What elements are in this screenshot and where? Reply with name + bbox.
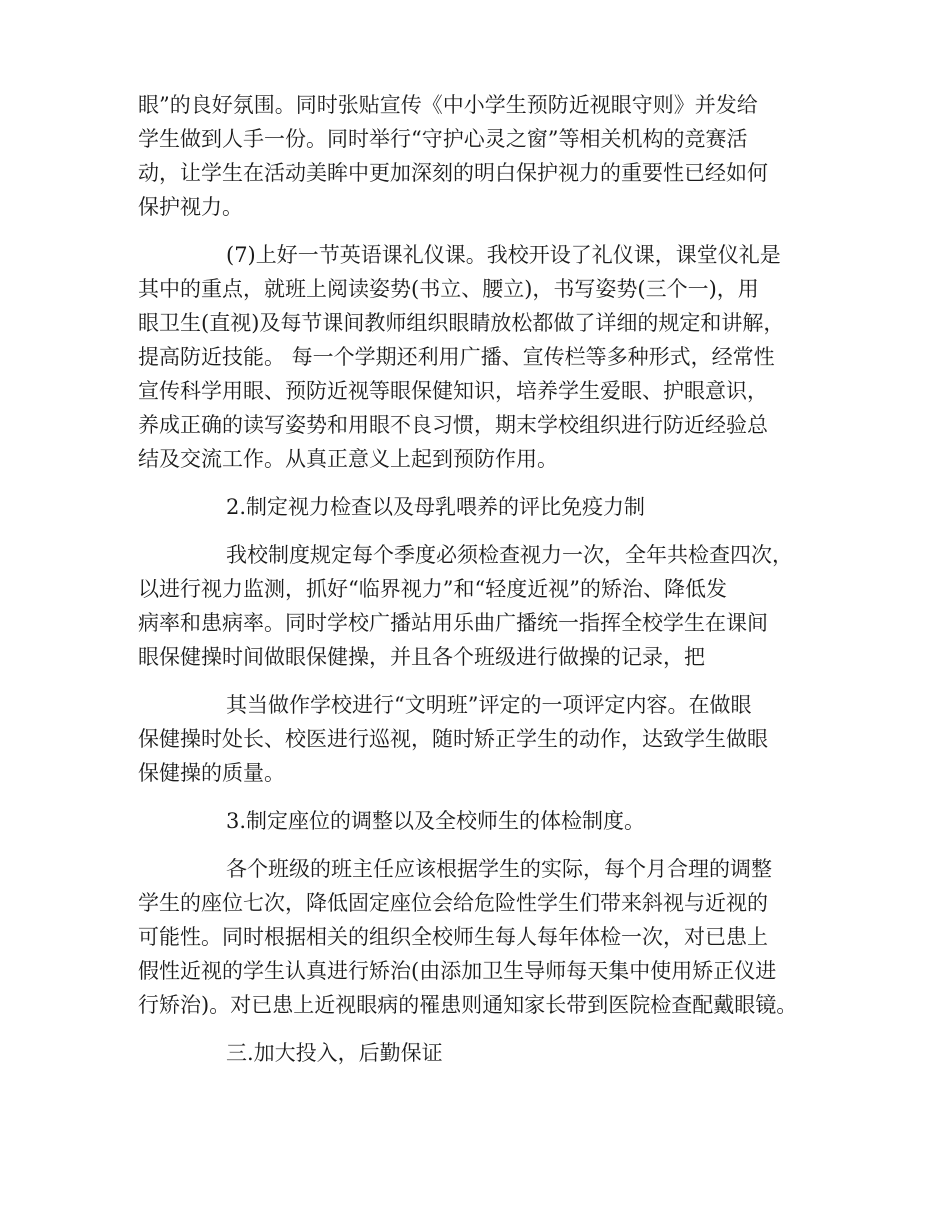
paragraph-eye-protection-campaign	[138, 88, 828, 224]
paragraph-civilized-class-evaluation	[138, 688, 828, 790]
text-line: 其当做作学校进行“文明班”评定的一项评定内容。在做眼	[226, 693, 752, 717]
text-line: 各个班级的班主任应该根据学生的实际，每个月合理的调整	[226, 857, 772, 881]
text-line: 其中的重点，就班上阅读姿势(书立、腰立)，书写姿势(三个一)，用	[138, 277, 759, 301]
text-line: 保护视力。	[138, 195, 243, 219]
text-line: 眼卫生(直视)及每节课间教师组织眼睛放松都做了详细的规定和讲解，	[138, 311, 785, 335]
text-line: 保健操的质量。	[138, 761, 285, 785]
text-line: 学生的座位七次，降低固定座位会给危险性学生们带来斜视与近视的	[138, 891, 768, 915]
section-heading-vision-check	[138, 490, 828, 524]
paragraph-vision-check-policy	[138, 538, 828, 674]
text-line: 我校制度规定每个季度必须检查视力一次，全年共检查四次，	[226, 543, 793, 567]
text-line: 眼保健操时间做眼保健操，并且各个班级进行做操的记录，把	[138, 645, 705, 669]
text-line: 养成正确的读写姿势和用眼不良习惯，期末学校组织进行防近经验总	[138, 413, 768, 437]
section-heading-investment	[138, 1036, 828, 1070]
text-line: 假性近视的学生认真进行矫治(由添加卫生导师每天集中使用矫正仪进	[138, 959, 777, 983]
text-line: 眼”的良好氛围。同时张贴宣传《中小学生预防近视眼守则》并发给	[138, 93, 758, 117]
document-body	[138, 88, 828, 1070]
heading-line: 三.加大投入，后勤保证	[226, 1041, 443, 1065]
text-line: 动，让学生在活动美眸中更加深刻的明白保护视力的重要性已经如何	[138, 161, 768, 185]
text-line: 可能性。同时根据相关的组织全校师生每人每年体检一次，对已患上	[138, 925, 768, 949]
text-line: 宣传科学用眼、预防近视等眼保健知识，培养学生爱眼、护眼意识，	[138, 379, 768, 403]
text-line: 以进行视力监测，抓好“临界视力”和“轻度近视”的矫治、降低发	[138, 577, 727, 601]
heading-line: 2.制定视力检查以及母乳喂养的评比免疫力制	[226, 495, 646, 519]
paragraph-etiquette-class	[138, 238, 828, 476]
text-line: 学生做到人手一份。同时举行“守护心灵之窗”等相关机构的竞赛活	[138, 127, 748, 151]
text-line: 病率和患病率。同时学校广播站用乐曲广播统一指挥全校学生在课间	[138, 611, 768, 635]
text-line: 保健操时处长、校医进行巡视，随时矫正学生的动作，达致学生做眼	[138, 727, 768, 751]
text-line: 提高防近技能。 每一个学期还利用广播、宣传栏等多种形式，经常性	[138, 345, 775, 369]
text-line: (7)上好一节英语课礼仪课。我校开设了礼仪课，课堂仪礼是	[226, 243, 781, 267]
text-line: 结及交流工作。从真正意义上起到预防作用。	[138, 447, 558, 471]
paragraph-seat-adjustment-policy	[138, 852, 828, 1022]
heading-line: 3.制定座位的调整以及全校师生的体检制度。	[226, 809, 646, 833]
text-line: 行矫治)。对已患上近视眼病的罹患则通知家长带到医院检查配戴眼镜。	[138, 993, 798, 1017]
section-heading-seat-adjustment	[138, 804, 828, 838]
